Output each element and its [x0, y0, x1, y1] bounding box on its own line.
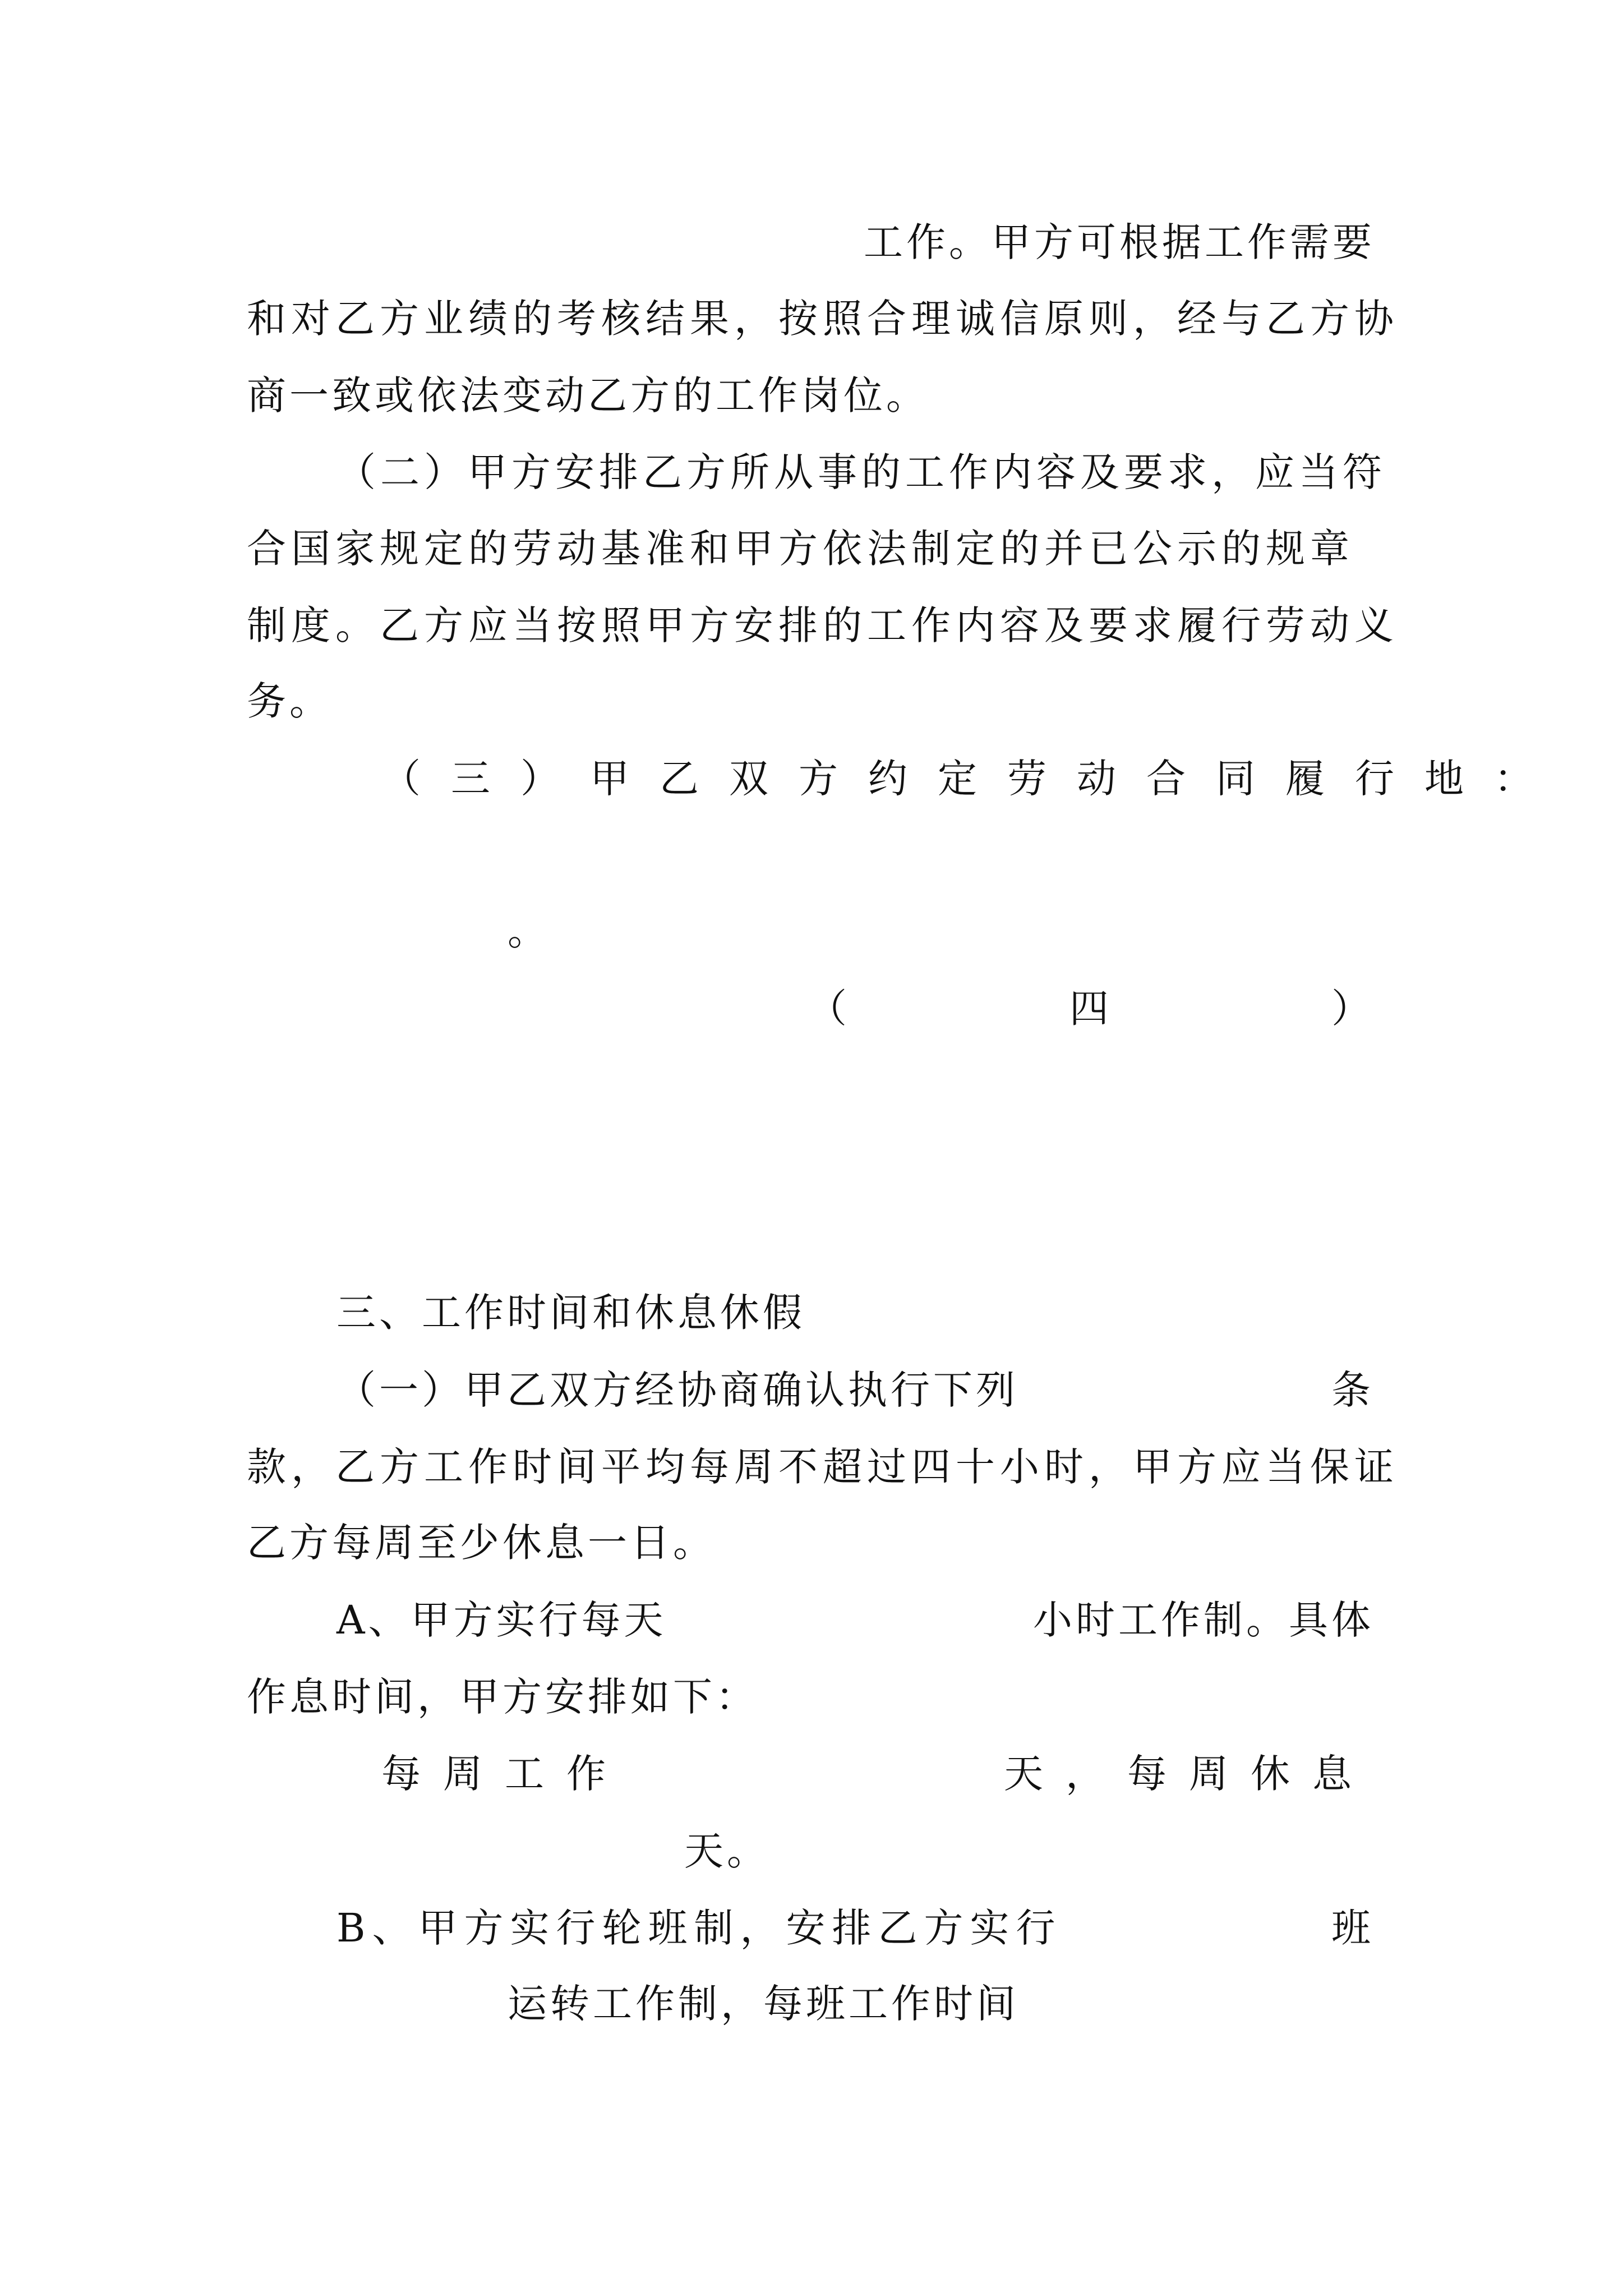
text-fragment: 班: [1331, 1905, 1374, 1951]
text-fragment: 天，每周休息: [1004, 1751, 1374, 1797]
text-line: （二）甲方安排乙方所从事的工作内容及要求，应当符: [336, 449, 1386, 495]
text-line: 。: [508, 908, 550, 954]
text-line: 天。: [684, 1828, 769, 1874]
text-line: [336, 1900, 1374, 1956]
section-heading: 三、工作时间和休息休假: [336, 1290, 805, 1336]
text-fragment: B、甲方实行轮班制，安排乙方实行: [336, 1905, 1062, 1951]
text-line: 务。: [247, 678, 332, 724]
text-fragment: ）: [1331, 986, 1374, 1032]
text-fragment: （一）甲乙双方经协商确认执行下列: [336, 1367, 1018, 1413]
text-line: 合国家规定的劳动基准和甲方依法制定的并已公示的规章: [247, 526, 1354, 572]
text-line: 制度。乙方应当按照甲方安排的工作内容及要求履行劳动义: [247, 602, 1399, 648]
text-line: [808, 981, 1374, 1037]
text-line: 商一致或依法变动乙方的工作岗位。: [247, 372, 929, 418]
text-line: （三）甲乙双方约定劳动合同履行地：: [381, 756, 1564, 802]
text-line: [336, 1362, 1374, 1418]
text-fragment: （: [808, 986, 850, 1032]
text-fragment: 条: [1331, 1367, 1374, 1413]
text-line: [336, 1592, 1374, 1648]
text-line: [381, 1746, 1374, 1802]
text-line: 款，乙方工作时间平均每周不超过四十小时，甲方应当保证: [247, 1444, 1399, 1490]
text-line: 运转工作制，每班工作时间: [508, 1981, 1019, 2027]
text-fragment: 小时工作制。具体: [1033, 1597, 1374, 1643]
text-fragment: 四: [1069, 986, 1112, 1032]
text-fragment: 每周工作: [381, 1751, 628, 1797]
text-line: 工作。甲方可根据工作需要: [864, 219, 1375, 265]
text-fragment: A、甲方实行每天: [336, 1597, 667, 1643]
text-line: 和对乙方业绩的考核结果，按照合理诚信原则，经与乙方协: [247, 296, 1399, 342]
text-line: 乙方每周至少休息一日。: [247, 1520, 716, 1566]
text-line: 作息时间，甲方安排如下：: [247, 1674, 758, 1720]
